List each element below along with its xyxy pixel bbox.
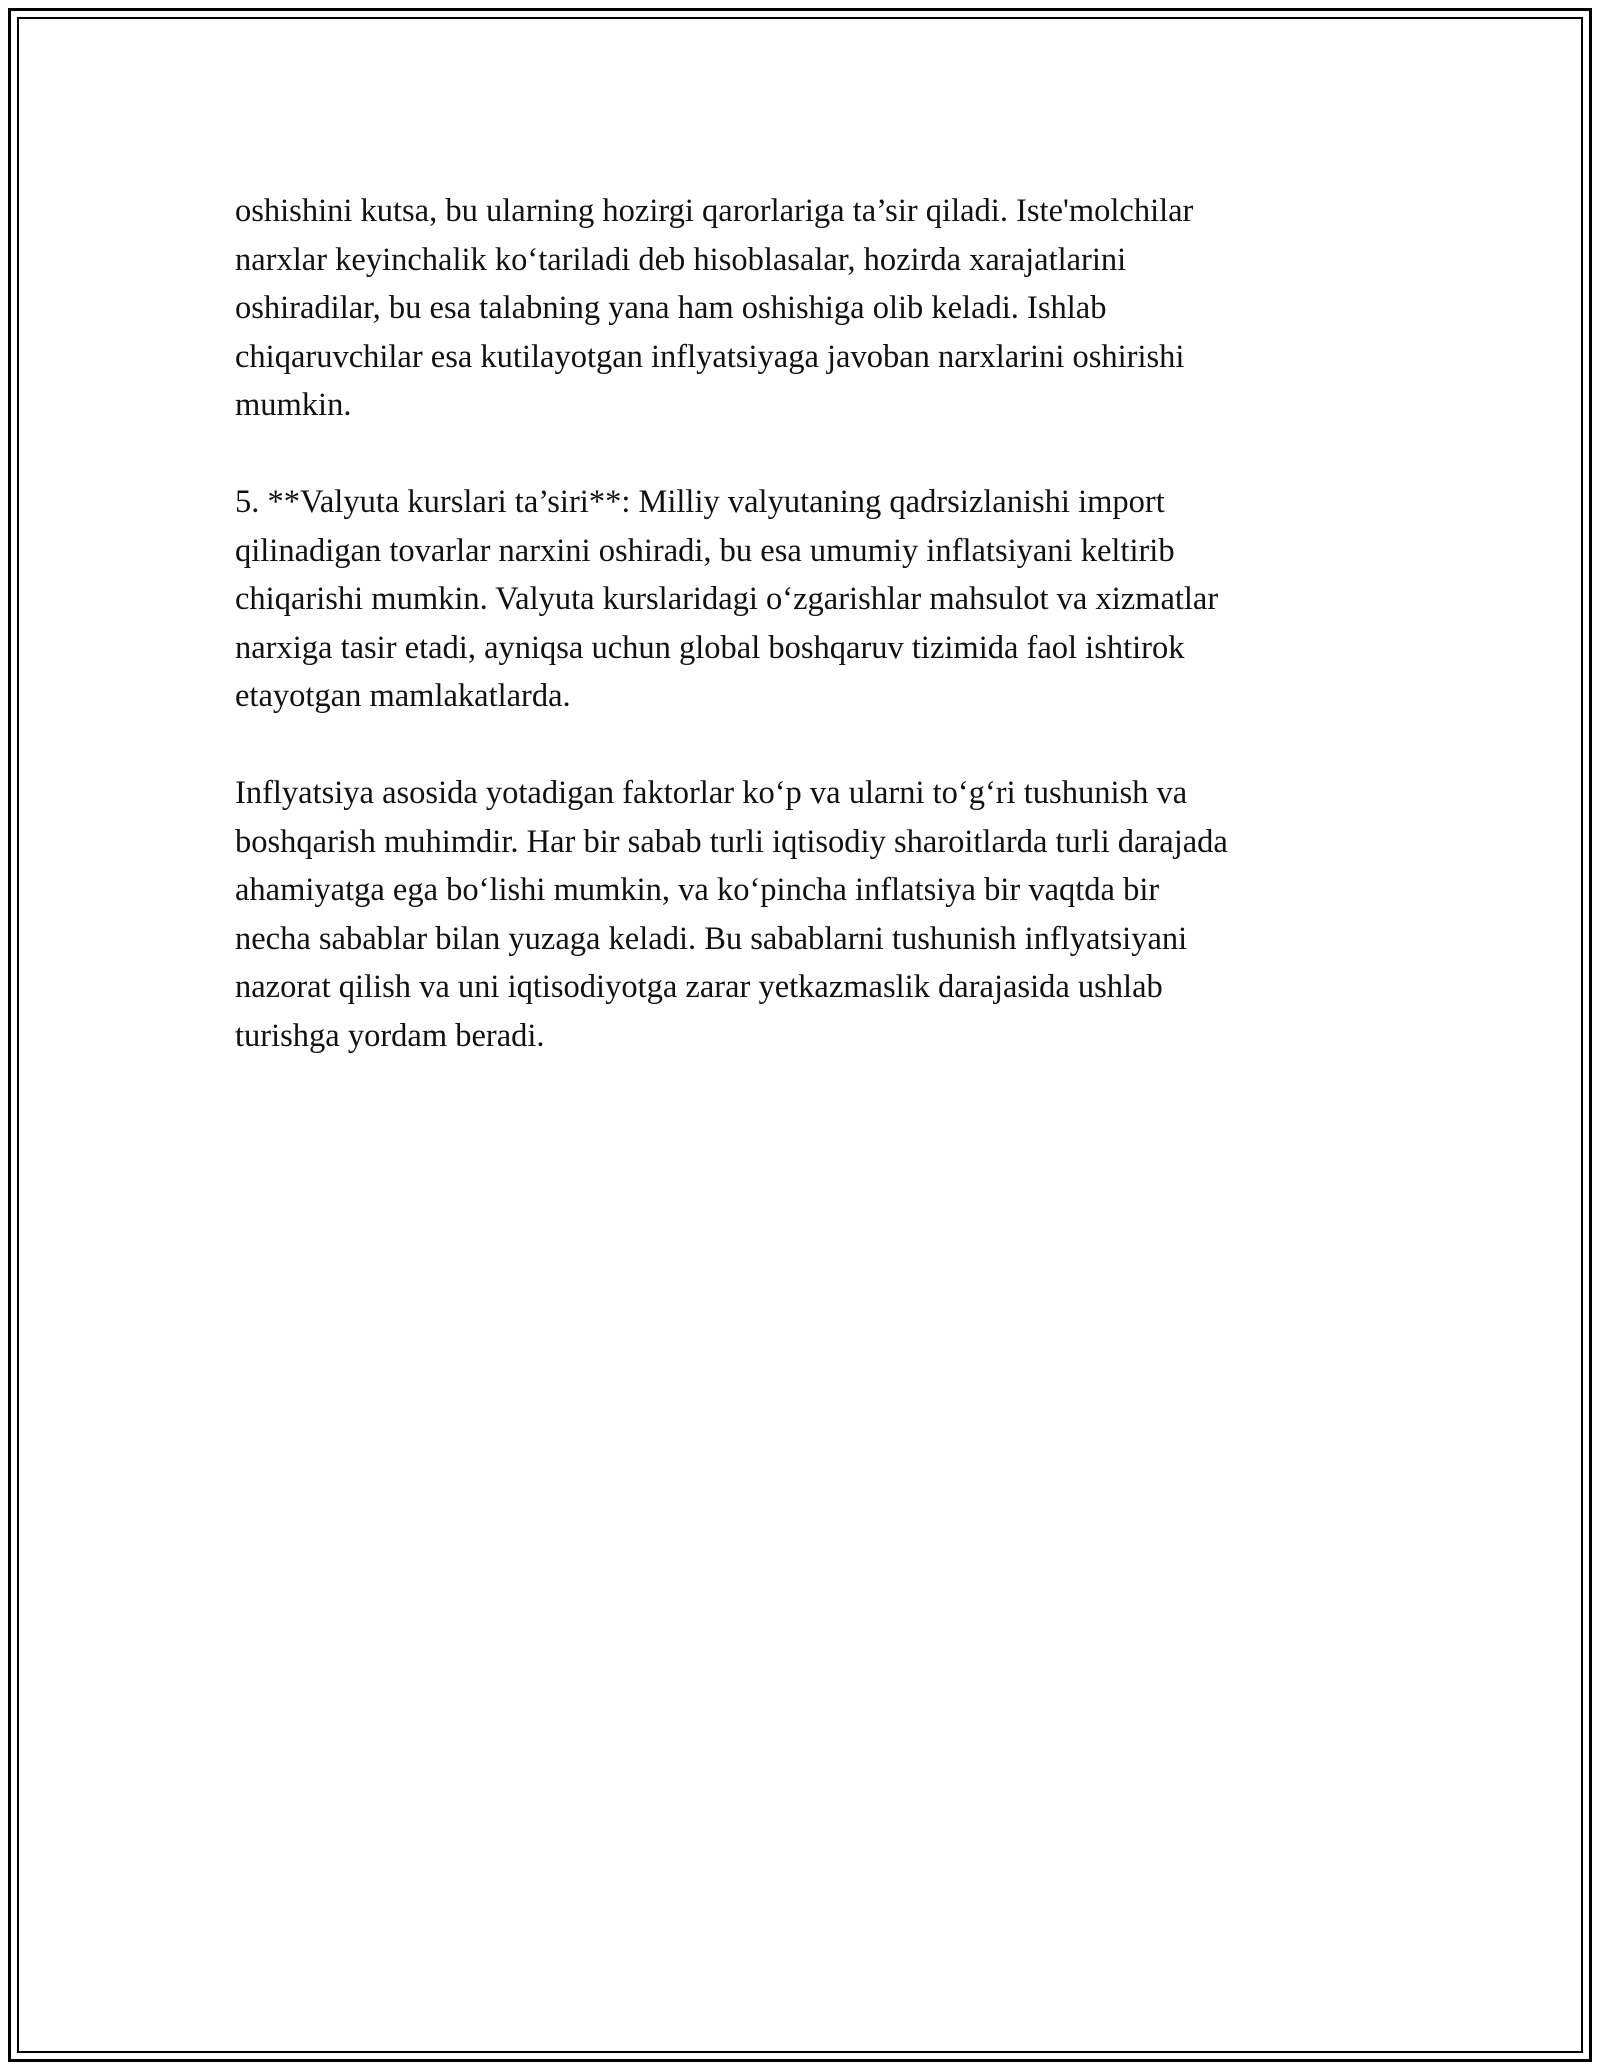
text-line: necha sabablar bilan yuzaga keladi. Bu sabablarni tushunish inflyatsiyani: [235, 920, 1188, 957]
text-line: Inflyatsiya asosida yotadigan faktorlar ko‘p va ularni to‘g‘ri tushunish va: [235, 775, 1188, 811]
text-line: chiqarishi mumkin. Valyuta kurslaridagi o‘zgarishlar mahsulot va xizmatlar: [235, 581, 1219, 617]
text-line: oshishini kutsa, bu ularning hozirgi qarorlariga ta’sir qiladi. Iste'molchilar: [235, 193, 1194, 229]
text-line: chiqaruvchilar esa kutilayotgan inflyatsiyaga javoban narxlarini oshirishi: [235, 338, 1185, 375]
paragraph-conclusion: [235, 769, 1365, 1060]
text-line: narxiga tasir etadi, ayniqsa uchun global boshqaruv tizimida faol ishtirok: [235, 629, 1185, 666]
text-line: mumkin.: [235, 387, 352, 423]
text-line: qilinadigan tovarlar narxini oshiradi, bu esa umumiy inflatsiyani keltirib: [235, 532, 1175, 569]
document-body: [235, 187, 1365, 1109]
text-line: etayotgan mamlakatlarda.: [235, 678, 571, 714]
text-line: ahamiyatga ega bo‘lishi mumkin, va ko‘pincha inflatsiya bir vaqtda bir: [235, 872, 1160, 908]
text-line: boshqarish muhimdir. Har bir sabab turli iqtisodiy sharoitlarda turli darajada: [235, 823, 1228, 860]
text-line: oshiradilar, bu esa talabning yana ham oshishiga olib keladi. Ishlab: [235, 290, 1107, 326]
text-line: nazorat qilish va uni iqtisodiyotga zarar yetkazmaslik darajasida ushlab: [235, 969, 1163, 1005]
paragraph-consumer-expectations: [235, 187, 1365, 430]
text-line: 5. **Valyuta kurslari ta’siri**: Milliy valyutaning qadrsizlanishi import: [235, 484, 1165, 520]
text-line: turishga yordam beradi.: [235, 1017, 545, 1054]
paragraph-exchange-rates: [235, 478, 1365, 721]
text-line: narxlar keyinchalik ko‘tariladi deb hisoblasalar, hozirda xarajatlarini: [235, 241, 1127, 278]
